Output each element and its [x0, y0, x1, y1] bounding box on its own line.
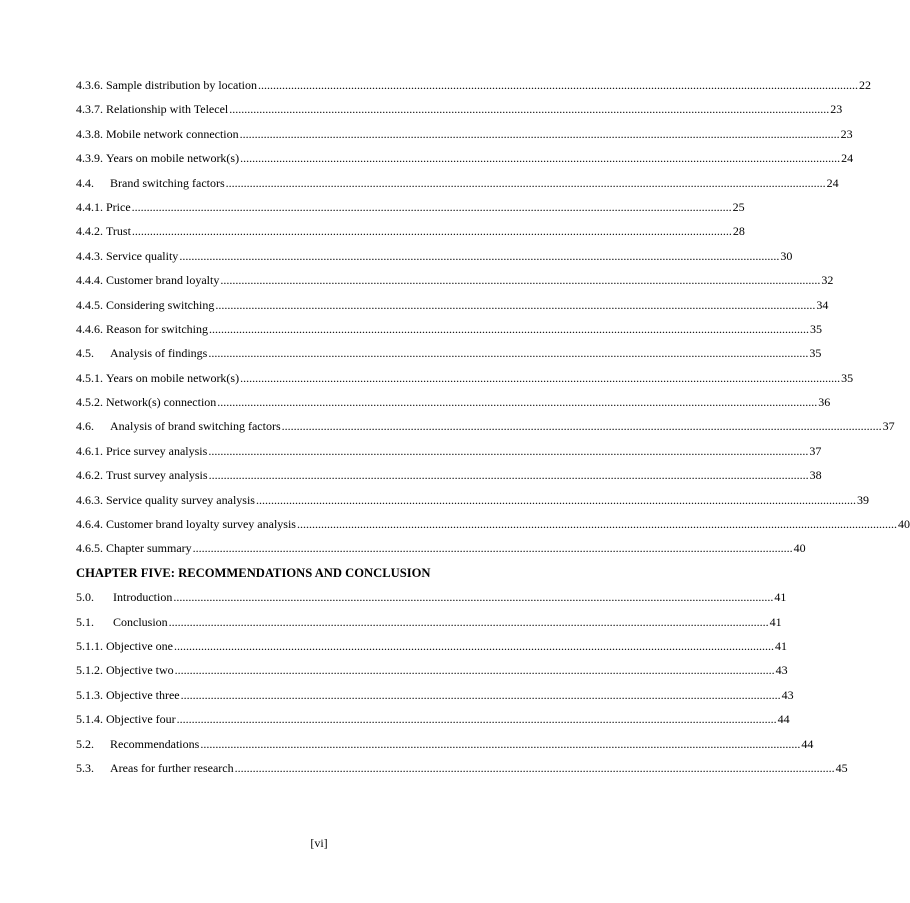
dot-leader: ........................................................................................................................................................................................................: [179, 248, 780, 263]
toc-entry-page-number: 44: [777, 712, 790, 727]
toc-entry-number: 4.6.4.: [76, 517, 103, 532]
dot-leader: ........................................................................................................................................................................................................: [173, 590, 774, 605]
toc-entry-page-number: 23: [830, 102, 843, 117]
toc-entry-page-number: 34: [816, 297, 829, 312]
toc-chapter-five-entries: [76, 585, 848, 780]
toc-entry[interactable]: [76, 341, 822, 365]
toc-entry[interactable]: [76, 244, 793, 268]
toc-entry[interactable]: [76, 488, 869, 512]
toc-entry-page-number: 37: [809, 443, 822, 458]
toc-entry[interactable]: [76, 73, 871, 97]
toc-entry-title: Mobile network connection: [106, 126, 239, 141]
toc-entry[interactable]: [76, 390, 831, 414]
toc-entry[interactable]: [76, 97, 843, 121]
toc-entry[interactable]: [76, 122, 853, 146]
toc-entry-page-number: 43: [775, 663, 788, 678]
toc-entry[interactable]: [76, 195, 745, 219]
toc-entry[interactable]: [76, 732, 814, 756]
toc-entry-page-number: 23: [840, 126, 853, 141]
dot-leader: ........................................................................................................................................................................................................: [217, 395, 818, 410]
toc-entry-title: Objective two: [106, 663, 174, 678]
toc-entry-number: 4.4.: [76, 175, 94, 190]
toc-entry[interactable]: [76, 585, 787, 609]
toc-entry-number: 4.3.7.: [76, 102, 103, 117]
toc-entry[interactable]: [76, 463, 822, 487]
dot-leader: ........................................................................................................................................................................................................: [220, 273, 821, 288]
toc-entry-number: 4.4.6.: [76, 321, 103, 336]
toc-entry-title: Chapter summary: [106, 541, 192, 556]
toc-entry-number: 4.4.1.: [76, 199, 103, 214]
toc-entry-number: 5.0.: [76, 590, 94, 605]
toc-entry[interactable]: [76, 707, 790, 731]
toc-entry[interactable]: [76, 146, 854, 170]
dot-leader: ........................................................................................................................................................................................................: [215, 297, 816, 312]
toc-entry-number: 5.1.2.: [76, 663, 103, 678]
dot-leader: ........................................................................................................................................................................................................: [180, 687, 781, 702]
toc-entry-number: 5.1.: [76, 614, 94, 629]
dot-leader: ........................................................................................................................................................................................................: [208, 468, 809, 483]
toc-entry-page-number: 25: [732, 199, 745, 214]
dot-leader: ........................................................................................................................................................................................................: [234, 760, 835, 775]
dot-leader: ........................................................................................................................................................................................................: [176, 712, 777, 727]
toc-entry[interactable]: [76, 293, 829, 317]
toc-entry[interactable]: [76, 658, 788, 682]
page-number: [vi]: [310, 836, 328, 850]
toc-entry[interactable]: [76, 634, 787, 658]
toc-entry-title: Sample distribution by location: [106, 78, 257, 92]
toc-entry-page-number: 38: [809, 468, 822, 483]
toc-entry-title: Brand switching factors: [110, 175, 225, 190]
dot-leader: ........................................................................................................................................................................................................: [174, 663, 775, 678]
toc-entry-title: Objective three: [106, 687, 180, 702]
toc-entry[interactable]: [76, 512, 910, 536]
toc-entry-title: Analysis of brand switching factors: [110, 419, 281, 434]
toc-entry[interactable]: [76, 171, 839, 195]
toc-entry-title: Network(s) connection: [106, 395, 217, 410]
toc-entry-page-number: 41: [774, 638, 787, 653]
dot-leader: ........................................................................................................................................................................................................: [168, 614, 769, 629]
dot-leader: ........................................................................................................................................................................................................: [131, 199, 732, 214]
toc-entry-number: 4.6.3.: [76, 492, 103, 507]
toc-entry-page-number: 28: [732, 224, 745, 239]
toc-entry[interactable]: [76, 317, 822, 341]
toc-entry[interactable]: [76, 268, 834, 292]
toc-entry-page-number: 44: [801, 736, 814, 751]
toc-entry-title: Analysis of findings: [110, 346, 208, 361]
dot-leader: ........................................................................................................................................................................................................: [229, 102, 830, 117]
dot-leader: ........................................................................................................................................................................................................: [281, 419, 882, 434]
toc-entry-number: 5.1.1.: [76, 638, 103, 653]
toc-entry-title: Trust survey analysis: [106, 468, 208, 483]
toc-entry-title: Objective one: [106, 638, 173, 653]
toc-entry-page-number: 35: [809, 321, 822, 336]
toc-entry-title: Reason for switching: [106, 321, 208, 336]
toc-entry-number: 4.5.1.: [76, 370, 103, 385]
toc-entry-page-number: 22: [858, 78, 871, 92]
toc-entry-number: 5.2.: [76, 736, 94, 751]
toc-entry-title: Service quality survey analysis: [106, 492, 255, 507]
toc-entry[interactable]: [76, 683, 794, 707]
toc-entry-title: Customer brand loyalty survey analysis: [106, 517, 296, 532]
toc-entry-title: Service quality: [106, 248, 179, 263]
toc-entry-number: 4.5.: [76, 346, 94, 361]
toc-chapter-four-entries: [76, 73, 910, 561]
toc-entry-page-number: 36: [818, 395, 831, 410]
toc-entry-number: 5.1.4.: [76, 712, 103, 727]
toc-entry-number: 4.4.3.: [76, 248, 103, 263]
toc-entry-number: 4.4.4.: [76, 273, 103, 288]
dot-leader: ........................................................................................................................................................................................................: [200, 736, 801, 751]
dot-leader: ........................................................................................................................................................................................................: [131, 224, 732, 239]
toc-entry[interactable]: [76, 414, 895, 438]
toc-entry-page-number: 35: [809, 346, 822, 361]
toc-entry-title: Relationship with Telecel: [106, 102, 229, 117]
dot-leader: ........................................................................................................................................................................................................: [173, 638, 774, 653]
toc-entry-page-number: 30: [780, 248, 793, 263]
toc-entry-page-number: 32: [821, 273, 834, 288]
toc-entry[interactable]: [76, 610, 782, 634]
dot-leader: ........................................................................................................................................................................................................: [240, 151, 841, 166]
toc-entry-number: 4.6.1.: [76, 443, 103, 458]
toc-entry[interactable]: [76, 439, 822, 463]
toc-entry-page-number: 45: [835, 760, 848, 775]
dot-leader: ........................................................................................................................................................................................................: [208, 443, 809, 458]
toc-entry-title: Price: [106, 199, 131, 214]
toc-entry-title: Trust: [106, 224, 131, 239]
dot-leader: ........................................................................................................................................................................................................: [239, 126, 840, 141]
toc-entry-title: Introduction: [113, 590, 173, 605]
toc-entry-number: 5.3.: [76, 760, 94, 775]
dot-leader: ........................................................................................................................................................................................................: [225, 175, 826, 190]
toc-entry-page-number: 41: [774, 590, 787, 605]
toc-entry-page-number: 43: [781, 687, 794, 702]
toc-entry-page-number: 24: [826, 175, 839, 190]
toc-entry-number: 4.3.6.: [76, 78, 103, 92]
dot-leader: ........................................................................................................................................................................................................: [192, 541, 793, 556]
toc-entry-number: 4.4.2.: [76, 224, 103, 239]
toc-entry-title: Areas for further research: [110, 760, 234, 775]
dot-leader: ........................................................................................................................................................................................................: [208, 321, 809, 336]
toc-entry-number: 4.5.2.: [76, 395, 103, 410]
toc-entry-title: Recommendations: [110, 736, 200, 751]
toc-entry-number: 5.1.3.: [76, 687, 103, 702]
toc-entry-title: Years on mobile network(s): [106, 151, 240, 166]
toc-entry[interactable]: [76, 536, 806, 560]
toc-entry[interactable]: [76, 756, 848, 780]
toc-entry-number: 4.6.2.: [76, 468, 103, 483]
toc-entry[interactable]: [76, 366, 854, 390]
toc-entry-title: Years on mobile network(s): [106, 370, 240, 385]
dot-leader: ........................................................................................................................................................................................................: [296, 517, 897, 532]
toc-entry-title: Objective four: [106, 712, 176, 727]
toc-entry-page-number: 40: [897, 517, 910, 532]
toc-entry-number: 4.6.: [76, 419, 94, 434]
toc-entry-page-number: 24: [841, 151, 854, 166]
chapter-five-heading: CHAPTER FIVE: RECOMMENDATIONS AND CONCLUSION: [76, 565, 431, 580]
toc-entry-page-number: 35: [841, 370, 854, 385]
dot-leader: ........................................................................................................................................................................................................: [255, 492, 856, 507]
toc-entry-page-number: 37: [882, 419, 895, 434]
toc-entry-title: Price survey analysis: [106, 443, 208, 458]
toc-entry-page-number: 40: [793, 541, 806, 556]
toc-entry-number: 4.6.5.: [76, 541, 103, 556]
toc-entry-page-number: 41: [769, 614, 782, 629]
toc-entry-title: Customer brand loyalty: [106, 273, 220, 288]
table-of-contents: [76, 73, 910, 780]
toc-entry-number: 4.4.5.: [76, 297, 103, 312]
dot-leader: ........................................................................................................................................................................................................: [208, 346, 809, 361]
toc-entry-number: 4.3.9.: [76, 151, 103, 166]
toc-entry-title: Considering switching: [106, 297, 215, 312]
dot-leader: ........................................................................................................................................................................................................: [257, 78, 858, 92]
toc-entry-page-number: 39: [856, 492, 869, 507]
toc-entry[interactable]: [76, 219, 745, 243]
toc-entry-number: 4.3.8.: [76, 126, 103, 141]
toc-entry-title: Conclusion: [113, 614, 168, 629]
dot-leader: ........................................................................................................................................................................................................: [240, 370, 841, 385]
